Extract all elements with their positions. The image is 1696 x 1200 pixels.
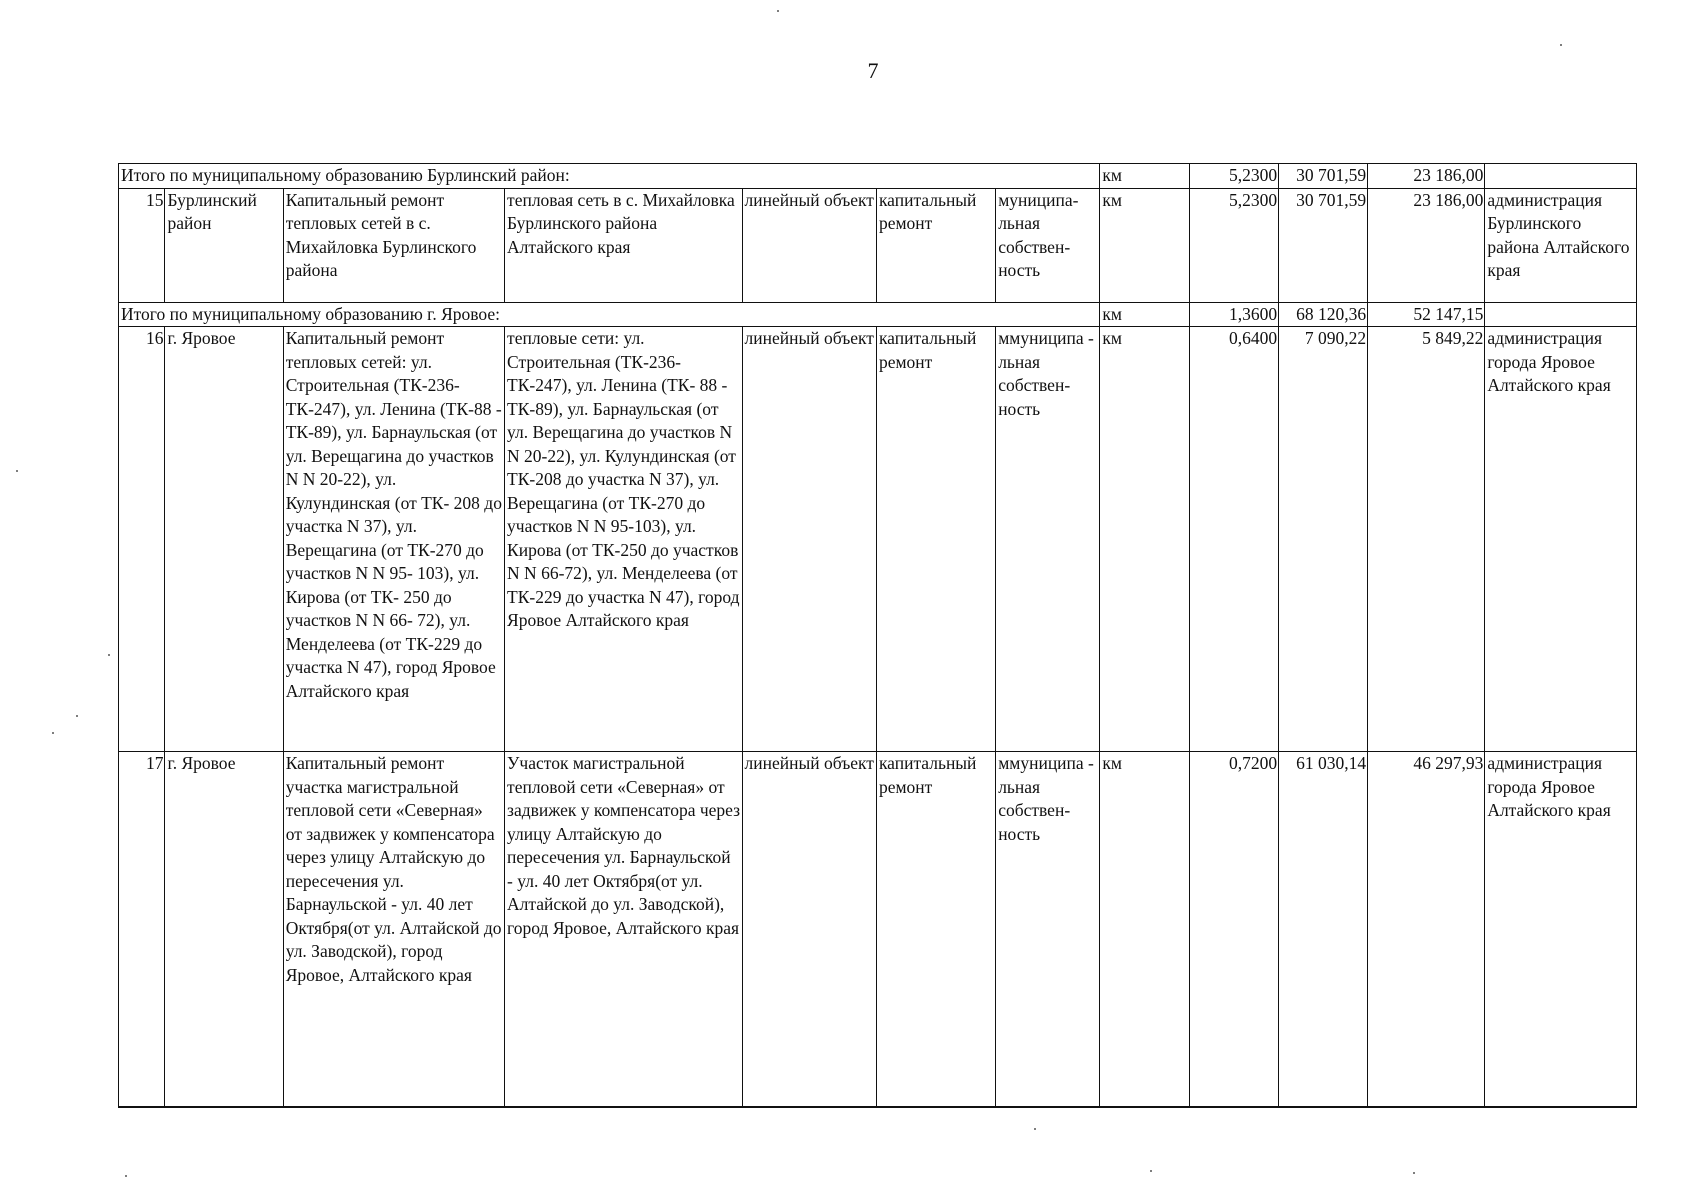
work-type-cell: капитальный ремонт	[876, 752, 995, 1108]
unit-cell: км	[1100, 164, 1190, 189]
unit-cell: км	[1100, 327, 1190, 752]
length-cell: 1,3600	[1190, 302, 1279, 327]
scan-speck	[52, 732, 54, 734]
work-type-cell: капитальный ремонт	[876, 188, 995, 302]
cost-total-cell: 68 120,36	[1279, 302, 1368, 327]
municipality-cell: г. Яровое	[165, 752, 283, 1108]
subtotal-label: Итого по муниципальному образованию г. Яровое:	[119, 302, 1100, 327]
event-cell: Капитальный ремонт тепловых сетей: ул. Строительная (ТК-236- ТК-247), ул. Ленина (ТК-88 - ТК-89), ул. Барнаульская (от ул. Верещагина до участков N N 20-22), ул. Кулундинская (от ТК- 208 до участка N 37), ул. Верещагина (от ТК-270 до участков N N 95- 103), ул. Кирова (от ТК- 250 до участков N N 66- 72), ул. Менделеева (от ТК-229 до участка N 47), город Яровое Алтайского края	[283, 327, 504, 752]
length-cell: 5,2300	[1190, 164, 1279, 189]
scan-speck	[76, 715, 78, 717]
unit-cell: км	[1100, 302, 1190, 327]
cost-total-cell: 61 030,14	[1279, 752, 1368, 1108]
ownership-cell: ммуниципа - льная собствен- ность	[996, 752, 1100, 1108]
owner-cell: администрация Бурлинского района Алтайского края	[1485, 188, 1637, 302]
subtotal-label: Итого по муниципальному образованию Бурлинский район:	[119, 164, 1100, 189]
length-cell: 0,6400	[1190, 327, 1279, 752]
work-type-cell: капитальный ремонт	[876, 327, 995, 752]
page-number: 7	[867, 58, 879, 83]
scan-speck	[16, 470, 18, 472]
scan-speck	[777, 10, 779, 12]
cost-budget-cell: 46 297,93	[1368, 752, 1485, 1108]
unit-cell: км	[1100, 752, 1190, 1108]
object-type-cell: линейный объект	[742, 188, 876, 302]
ownership-cell: муниципа- льная собствен- ность	[996, 188, 1100, 302]
table-row-17	[119, 752, 1637, 1108]
table-row-16	[119, 327, 1637, 752]
cost-budget-cell: 52 147,15	[1368, 302, 1485, 327]
scan-speck	[1560, 44, 1562, 46]
object-cell: тепловая сеть в с. Михайловка Бурлинского района Алтайского края	[505, 188, 742, 302]
municipality-cell: г. Яровое	[165, 327, 283, 752]
table-row-15	[119, 188, 1637, 302]
row-number-cell: 16	[119, 327, 165, 752]
row-number-cell: 17	[119, 752, 165, 1108]
cost-total-cell: 30 701,59	[1279, 164, 1368, 189]
cost-budget-cell: 5 849,22	[1368, 327, 1485, 752]
scan-speck	[1413, 1172, 1415, 1174]
owner-cell: администрация города Яровое Алтайского края	[1485, 327, 1637, 752]
scan-speck	[1034, 1128, 1036, 1130]
object-cell: тепловые сети: ул. Строительная (ТК-236- ТК-247), ул. Ленина (ТК- 88 - ТК-89), ул. Барнаульская (от ул. Верещагина до участков N N 20-22), ул. Кулундинская (от ТК-208 до участка N 37), ул. Верещагина (от ТК-270 до участков N N 95-103), ул. Кирова (от ТК-250 до участков N N 66-72), ул. Менделеева (от ТК-229 до участка N 47), город Яровое Алтайского края	[505, 327, 742, 752]
scan-speck	[1150, 1170, 1152, 1172]
unit-cell: км	[1100, 188, 1190, 302]
event-cell: Капитальный ремонт тепловых сетей в с. Михайловка Бурлинского района	[283, 188, 504, 302]
heat-network-repair-table	[118, 163, 1637, 1108]
subtotal-row-burlinsky	[119, 164, 1637, 189]
ownership-cell: ммуниципа - льная собствен- ность	[996, 327, 1100, 752]
length-cell: 0,7200	[1190, 752, 1279, 1108]
cost-total-cell: 7 090,22	[1279, 327, 1368, 752]
object-type-cell: линейный объект	[742, 327, 876, 752]
event-cell: Капитальный ремонт участка магистральной тепловой сети «Северная» от задвижек у компенсатора через улицу Алтайскую до пересечения ул. Барнаульской - ул. 40 лет Октября(от ул. Алтайской до ул. Заводской), город Яровое, Алтайского края	[283, 752, 504, 1108]
owner-cell: администрация города Яровое Алтайского края	[1485, 752, 1637, 1108]
object-type-cell: линейный объект	[742, 752, 876, 1108]
owner-cell	[1485, 302, 1637, 327]
length-cell: 5,2300	[1190, 188, 1279, 302]
cost-budget-cell: 23 186,00	[1368, 164, 1485, 189]
scan-speck	[125, 1175, 127, 1177]
row-number-cell: 15	[119, 188, 165, 302]
cost-total-cell: 30 701,59	[1279, 188, 1368, 302]
scan-speck	[108, 654, 110, 656]
municipality-cell: Бурлинский район	[165, 188, 283, 302]
owner-cell	[1485, 164, 1637, 189]
subtotal-row-yarovoe	[119, 302, 1637, 327]
object-cell: Участок магистральной тепловой сети «Северная» от задвижек у компенсатора через улицу Алтайскую до пересечения ул. Барнаульской - ул. 40 лет Октября(от ул. Алтайской до ул. Заводской), город Яровое, Алтайского края	[505, 752, 742, 1108]
cost-budget-cell: 23 186,00	[1368, 188, 1485, 302]
